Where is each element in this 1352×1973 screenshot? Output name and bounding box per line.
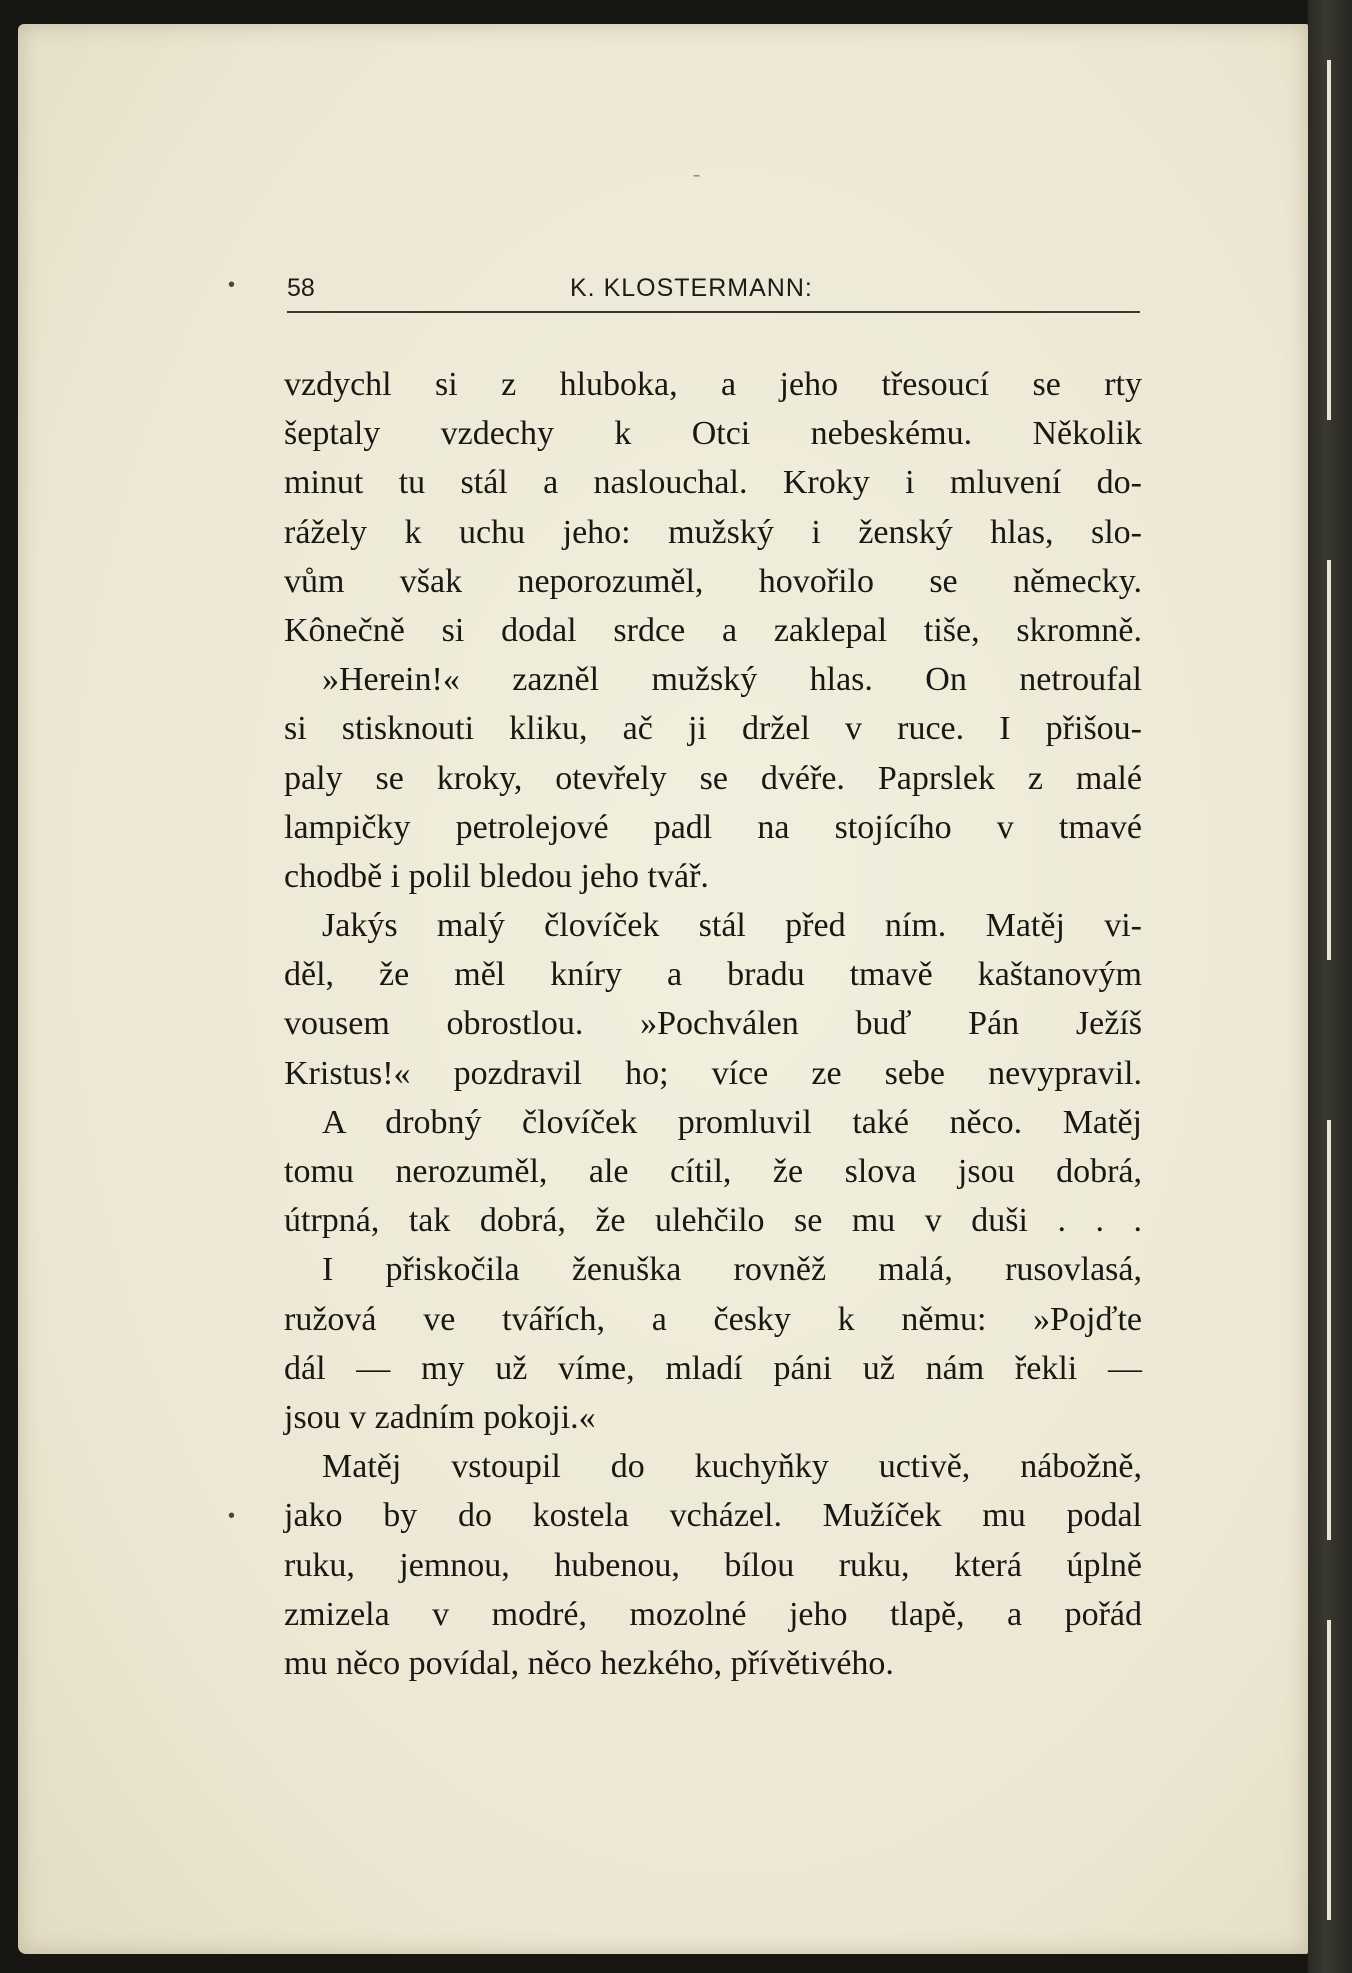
text-line: I přiskočila ženuška rovněž malá, rusovlasá, xyxy=(322,1251,1142,1289)
gutter-mark xyxy=(1327,1120,1331,1540)
text-line: ružová ve tvářích, a česky k němu: »Pojďte xyxy=(284,1300,1142,1338)
text-line: vům však neporozuměl, hovořilo se německy. xyxy=(284,562,1142,600)
text-line: rážely k uchu jeho: mužský i ženský hlas, slo- xyxy=(284,513,1142,551)
text-line: vzdychl si z hluboka, a jeho třesoucí se rty xyxy=(284,366,1142,403)
text-line: děl, že měl kníry a bradu tmavě kaštanovým xyxy=(284,956,1142,994)
gutter-mark xyxy=(1327,560,1331,960)
text-line: »Herein!« zazněl mužský hlas. On netroufal xyxy=(322,661,1142,699)
text-line: dál — my už víme, mladí páni už nám řekli — xyxy=(284,1349,1142,1387)
text-line: mu něco povídal, něco hezkého, přívětivého. xyxy=(284,1644,894,1682)
text-line: tomu nerozuměl, ale cítil, že slova jsou dobrá, xyxy=(284,1153,1142,1190)
text-line: A drobný človíček promluvil také něco. Matěj xyxy=(322,1103,1142,1141)
gutter-mark xyxy=(1327,60,1331,420)
text-line: Matěj vstoupil do kuchyňky uctivě, nábožně, xyxy=(322,1448,1142,1486)
text-line: jsou v zadním pokoji.« xyxy=(284,1398,596,1436)
gutter-mark xyxy=(1327,1620,1331,1920)
text-line: minut tu stál a naslouchal. Kroky i mluvení do- xyxy=(284,464,1142,502)
text-line: útrpná, tak dobrá, že ulehčilo se mu v duši . . . xyxy=(284,1202,1142,1240)
text-line: chodbě i polil bledou jeho tvář. xyxy=(284,857,709,895)
text-line: si stisknouti kliku, ač ji držel v ruce. I přišou- xyxy=(284,710,1142,748)
margin-dot: • xyxy=(228,274,236,296)
text-line: zmizela v modré, mozolné jeho tlapě, a pořád xyxy=(284,1595,1142,1633)
text-line: Jakýs malý človíček stál před ním. Matěj vi- xyxy=(322,907,1142,945)
running-head: K. KLOSTERMANN: xyxy=(570,274,813,302)
page-number: 58 xyxy=(287,274,315,302)
text-line: ruku, jemnou, hubenou, bílou ruku, která úplně xyxy=(284,1546,1142,1584)
text-line: jako by do kostela vcházel. Mužíček mu podal xyxy=(284,1497,1142,1535)
printer-mark-icon: ˉ xyxy=(693,170,701,195)
text-line: paly se kroky, otevřely se dvéře. Paprslek z malé xyxy=(284,759,1142,797)
body-text xyxy=(284,360,1142,1688)
text-line: vousem obrostlou. »Pochválen buď Pán Ježíš xyxy=(284,1005,1142,1043)
text-line: Kônečně si dodal srdce a zaklepal tiše, skromně. xyxy=(284,611,1142,649)
page-header xyxy=(287,270,1137,314)
margin-dot: • xyxy=(228,1505,236,1527)
text-line: lampičky petrolejové padl na stojícího v tmavé xyxy=(284,808,1142,846)
text-line: šeptaly vzdechy k Otci nebeskému. Několik xyxy=(284,415,1142,453)
header-rule xyxy=(287,311,1140,313)
text-line: Kristus!« pozdravil ho; více ze sebe nevypravil. xyxy=(284,1054,1142,1092)
